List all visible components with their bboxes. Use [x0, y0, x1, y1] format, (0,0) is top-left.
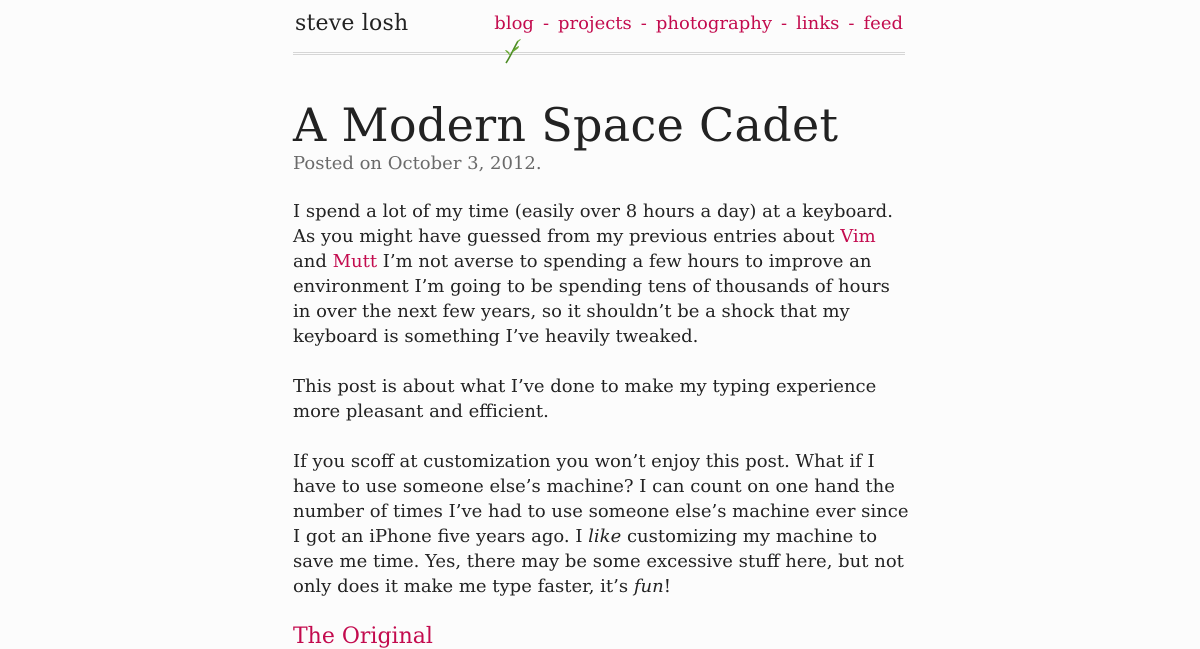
sprout-icon	[503, 38, 521, 64]
post-paragraph-3	[293, 449, 911, 599]
post-paragraph-1	[293, 199, 911, 349]
mutt-link[interactable]: Mutt	[332, 251, 378, 272]
paragraph-text: If you scoff at customization you won’t enjoy this post. What if I have to use someone else’s machine? I can count on one hand the number of times I’ve had to use someone else’s machine ever since I got an iPhone five years ago. I	[293, 451, 909, 547]
paragraph-text: !	[663, 576, 671, 597]
nav-feed-link[interactable]: feed	[863, 13, 903, 34]
nav-photography-link[interactable]: photography	[655, 13, 773, 34]
nav-blog-link[interactable]: blog	[494, 13, 534, 34]
site-title-link[interactable]: steve losh	[295, 11, 409, 36]
section-heading-link[interactable]: The Original	[293, 624, 433, 649]
site-header	[293, 0, 905, 55]
vim-link[interactable]: Vim	[840, 226, 876, 247]
post-paragraph-2: This post is about what I’ve done to make my typing experience more pleasant and efficient.	[293, 376, 877, 422]
main-nav	[494, 13, 903, 34]
paragraph-text: I’m not averse to spending a few hours to improve an environment I’m going to be spending tens of thousands of hours in over the next few years, so it shouldn’t be a shock that my keyboard is something I’ve heavily tweaked.	[293, 251, 890, 347]
nav-separator: -	[781, 13, 788, 34]
nav-separator: -	[542, 13, 550, 34]
post-title: A Modern Space Cadet	[293, 98, 839, 152]
post-body	[293, 199, 911, 649]
page-container	[293, 0, 909, 649]
emphasis-fun: fun	[633, 576, 664, 597]
paragraph-text: I spend a lot of my time (easily over 8 hours a day) at a keyboard. As you might have guessed from my previous entries about	[293, 201, 893, 247]
paragraph-text: customizing my machine to save me time. Yes, there may be some excessive stuff here, but not only does it make me type faster, it’s	[293, 526, 904, 597]
emphasis-like: like	[588, 526, 622, 547]
nav-separator: -	[848, 13, 855, 34]
post-date: Posted on October 3, 2012.	[293, 153, 542, 174]
nav-projects-link[interactable]: projects	[558, 13, 632, 34]
nav-separator: -	[640, 13, 647, 34]
nav-links-link[interactable]: links	[796, 13, 840, 34]
paragraph-text: and	[293, 251, 333, 272]
